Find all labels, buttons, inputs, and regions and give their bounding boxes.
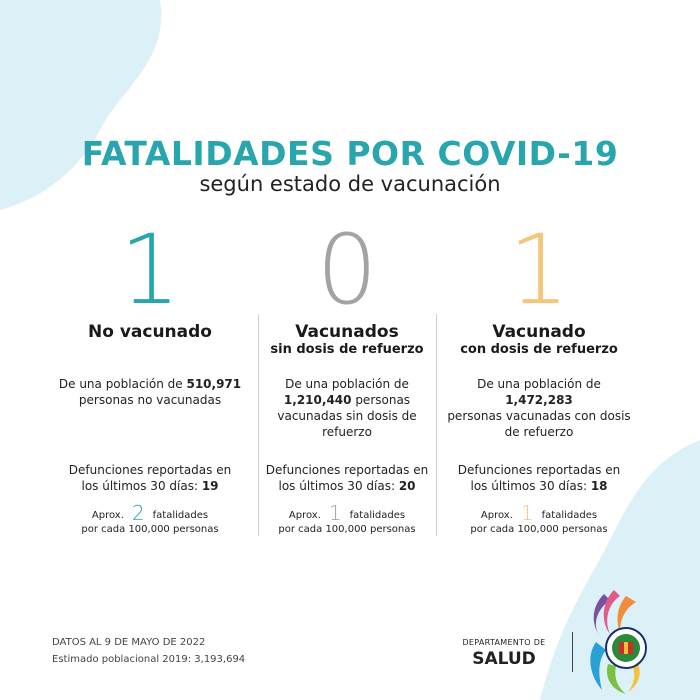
government-seal-logo xyxy=(586,586,652,696)
column-vacunados-sin-refuerzo xyxy=(252,214,442,535)
column-vacunado-con-refuerzo xyxy=(444,214,634,535)
population-text: De una población de 1,210,440 personas vacunadas sin dosis de refuerzo xyxy=(277,377,417,439)
big-number: 0 xyxy=(316,214,378,326)
rate-value: 1 xyxy=(520,501,534,525)
deaths-text: Defunciones reportadas en los últimos 30 días: 19 xyxy=(68,463,232,493)
population-text: De una población de 1,472,283 personas vacunadas con dosis de refuerzo xyxy=(447,377,631,439)
column-title: Vacunados xyxy=(295,322,399,342)
column-title: Vacunado xyxy=(492,322,586,342)
department-label: DEPARTAMENTO DE xyxy=(462,638,546,647)
page-title: FATALIDADES POR COVID-19 xyxy=(81,134,619,173)
rate-text: Aprox. 1 fatalidades por cada 100,000 personas xyxy=(470,501,608,535)
rate-value: 2 xyxy=(131,501,145,525)
department-name xyxy=(452,638,556,669)
deaths-value: 20 xyxy=(398,479,416,493)
column-title: No vacunado xyxy=(88,322,212,342)
data-date: DATOS AL 9 DE MAYO DE 2022 xyxy=(52,637,206,648)
population-value: 1,210,440 xyxy=(283,393,352,407)
deaths-text: Defunciones reportadas en los últimos 30 días: 20 xyxy=(265,463,429,493)
population-text: De una población de 510,971 personas no vacunadas xyxy=(58,377,242,407)
department-salud: SALUD xyxy=(472,649,536,669)
population-value: 1,472,283 xyxy=(505,393,573,407)
rate-text: Aprox. 2 fatalidades por cada 100,000 personas xyxy=(81,501,219,535)
deaths-value: 19 xyxy=(201,479,219,493)
footer-separator xyxy=(572,632,573,672)
column-subtitle: sin dosis de refuerzo xyxy=(270,342,424,357)
big-number: 1 xyxy=(119,214,181,326)
deaths-value: 18 xyxy=(590,479,608,493)
population-value: 510,971 xyxy=(186,377,242,391)
population-estimate: Estimado poblacional 2019: 3,193,694 xyxy=(52,654,246,665)
page-subtitle: según estado de vacunación xyxy=(199,172,501,196)
deaths-text: Defunciones reportadas en los últimos 30 días: 18 xyxy=(457,463,621,493)
rate-text: Aprox. 1 fatalidades por cada 100,000 personas xyxy=(278,501,416,535)
rate-value: 1 xyxy=(328,501,342,525)
column-divider xyxy=(436,314,437,536)
column-no-vacunado xyxy=(55,214,245,535)
big-number: 1 xyxy=(508,214,570,326)
column-subtitle: con dosis de refuerzo xyxy=(460,342,618,357)
